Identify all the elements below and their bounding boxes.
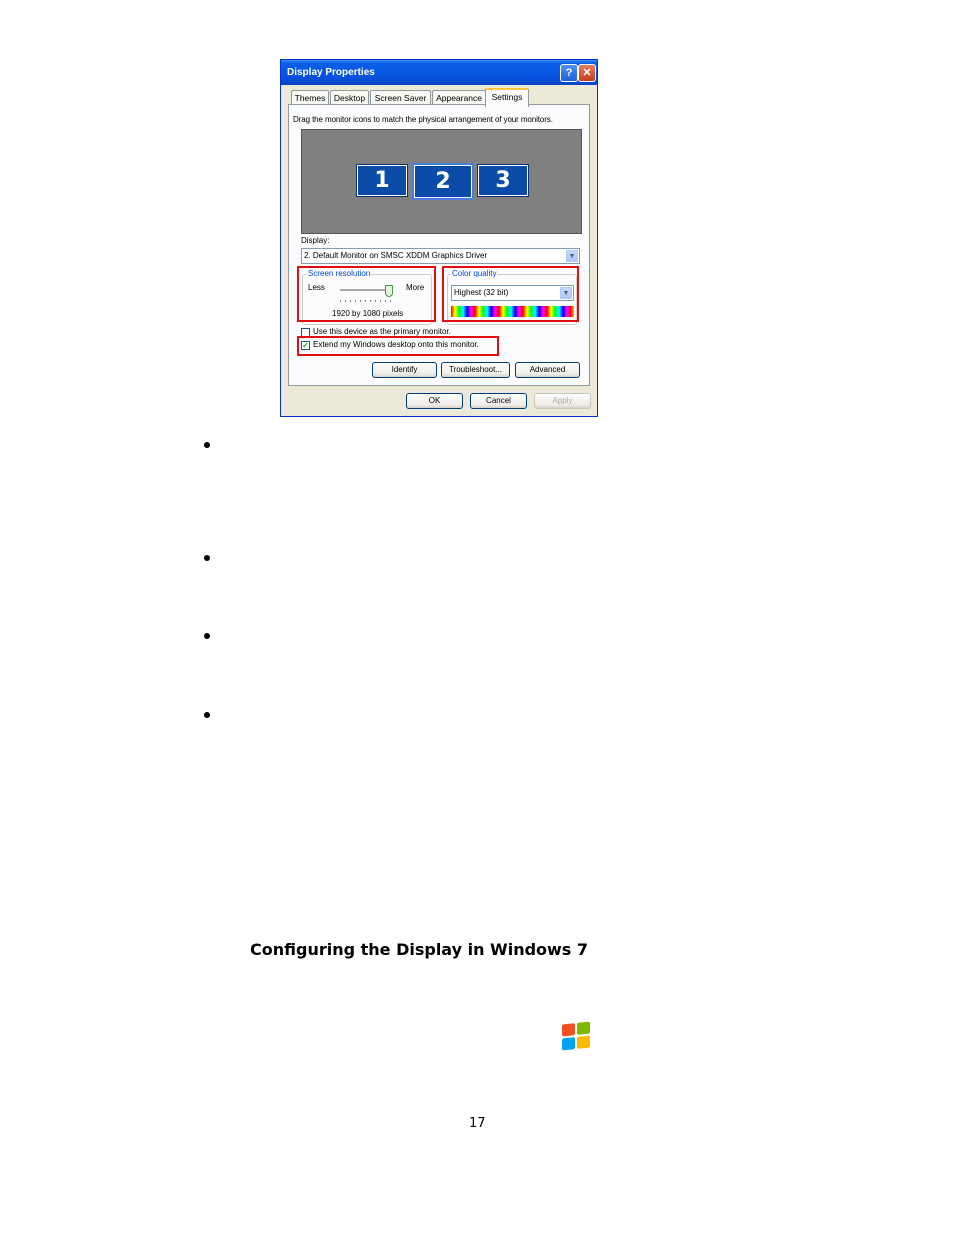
resolution-value: 1920 by 1080 pixels (332, 309, 404, 318)
tab-appearance[interactable]: Appearance (432, 90, 486, 105)
screen-resolution-legend: Screen resolution (308, 269, 371, 278)
extend-desktop-label: Extend my Windows desktop onto this monitor. (313, 340, 479, 349)
display-properties-dialog (280, 59, 598, 417)
color-quality-value: Highest (32 bit) (454, 288, 509, 297)
section-heading: Configuring the Display in Windows 7 (250, 940, 589, 959)
help-button[interactable]: ? (560, 64, 578, 82)
resolution-highlight-box (297, 266, 436, 322)
cancel-button[interactable]: Cancel (470, 393, 527, 409)
bullet (204, 633, 210, 639)
tab-themes[interactable]: Themes (291, 90, 329, 105)
dialog-title: Display Properties (287, 67, 375, 78)
apply-button[interactable]: Apply (534, 393, 591, 409)
extend-desktop-highlight-box (297, 336, 499, 356)
color-quality-legend: Color quality (452, 269, 497, 278)
bullet (204, 555, 210, 561)
monitor-arrangement-area (301, 129, 582, 234)
identify-button[interactable]: Identify (372, 362, 437, 378)
tab-screen-saver[interactable]: Screen Saver (370, 90, 431, 105)
monitor-icon-3[interactable]: 3 (478, 165, 528, 196)
tab-desktop[interactable]: Desktop (330, 90, 369, 105)
display-select[interactable] (301, 248, 580, 264)
primary-monitor-label: Use this device as the primary monitor. (313, 327, 451, 336)
monitor-instruction: Drag the monitor icons to match the physical arrangement of your monitors. (293, 115, 553, 124)
ok-button[interactable]: OK (406, 393, 463, 409)
chevron-down-icon[interactable]: ▼ (566, 250, 578, 262)
page-number: 17 (469, 1116, 486, 1131)
troubleshoot-button[interactable]: Troubleshoot... (441, 362, 510, 378)
color-quality-highlight-box (442, 266, 579, 322)
display-label: Display: (301, 236, 330, 245)
extend-desktop-checkbox[interactable]: ✓ (302, 341, 309, 350)
tab-settings[interactable]: Settings (485, 88, 529, 107)
display-select-value: 2. Default Monitor on SMSC XDDM Graphics Driver (304, 251, 488, 260)
monitor-icon-2[interactable]: 2 (414, 165, 472, 198)
bullet (204, 442, 210, 448)
windows-start-icon (560, 1020, 592, 1053)
less-label: Less (308, 283, 325, 292)
bullet (204, 712, 210, 718)
chevron-down-icon[interactable]: ▼ (560, 287, 572, 299)
close-button[interactable]: ✕ (578, 64, 596, 82)
monitor-icon-1[interactable]: 1 (357, 165, 407, 196)
title-bar[interactable] (281, 60, 597, 85)
advanced-button[interactable]: Advanced (515, 362, 580, 378)
more-label: More (406, 283, 425, 292)
